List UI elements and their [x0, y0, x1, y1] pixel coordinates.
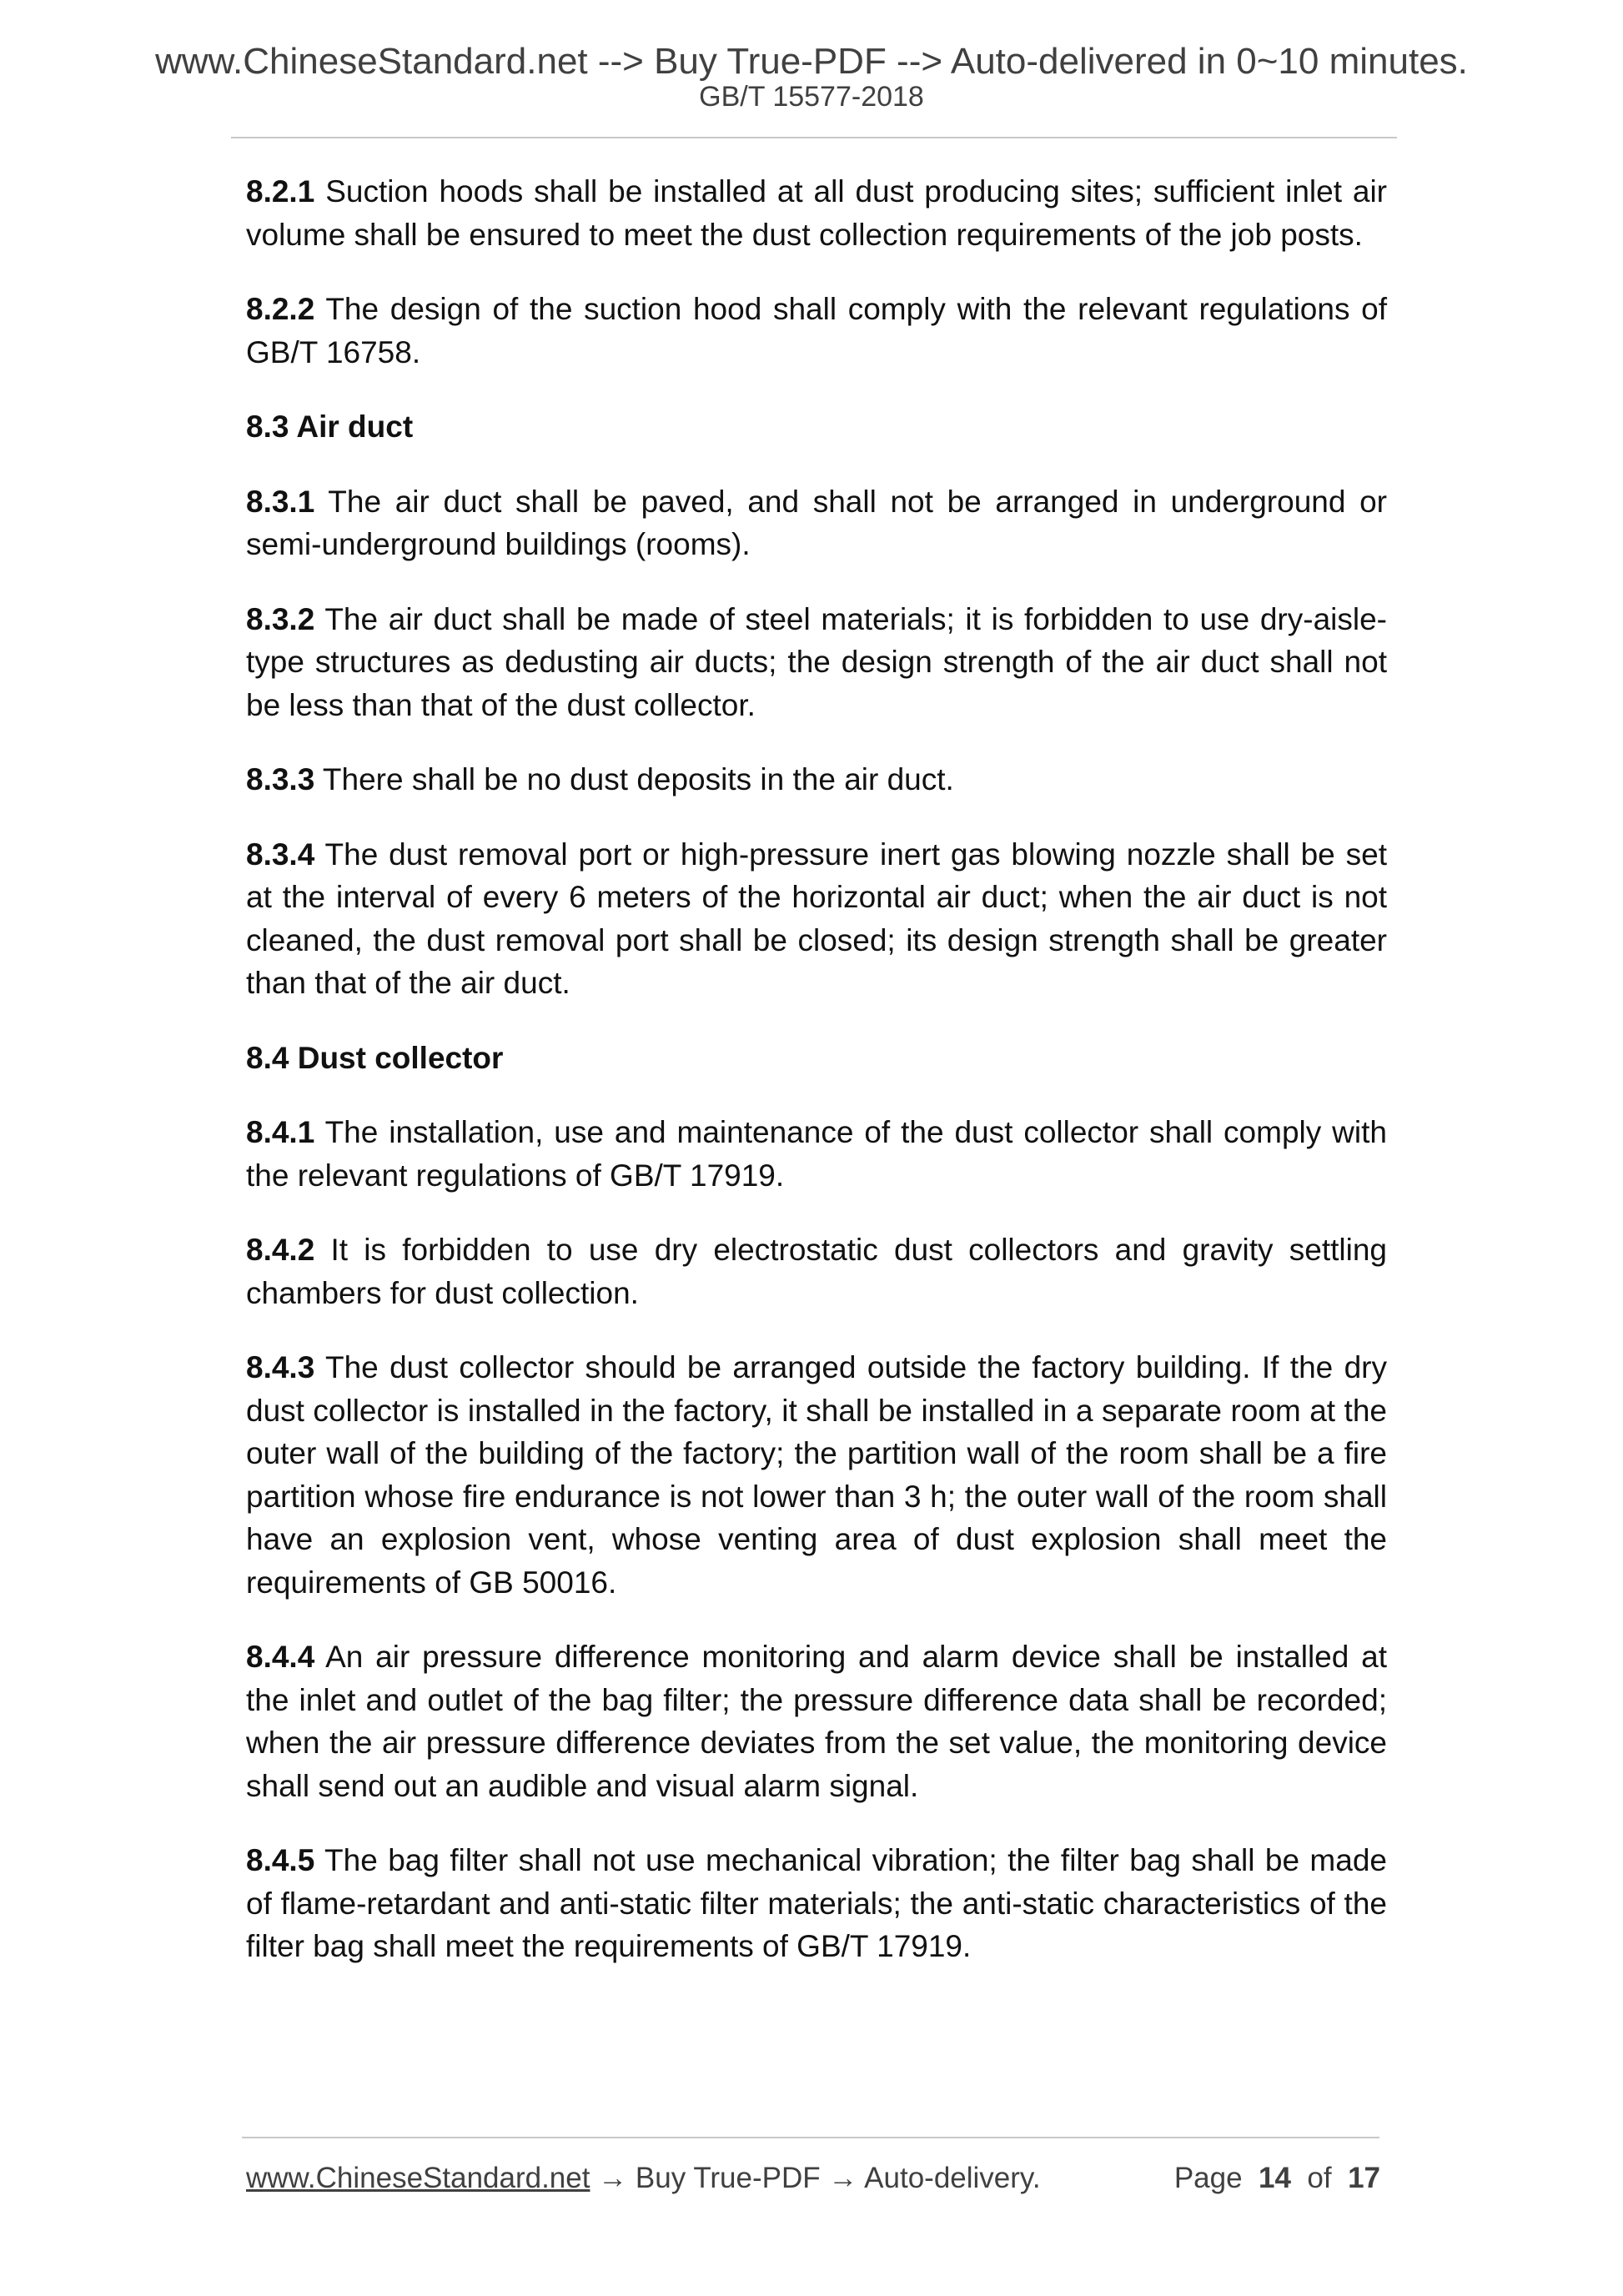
clause-8-3-3 [246, 758, 1387, 801]
footer-promo [246, 2162, 1041, 2195]
clause-text: The dust collector should be arranged outside the factory building. If the dry dust collector is installed in the factory, it shall be installed in a separate room at the outer wall of the building of the factory; the partition wall of the room shall be a fire partition whose fire endurance is not lower than 3 h; the outer wall of the room shall have an explosion vent, whose venting area of dust explosion shall meet the requirements of GB 50016. [246, 1350, 1387, 1600]
document-body [246, 170, 1387, 2000]
clause-8-3-1 [246, 480, 1387, 566]
page-number [1174, 2162, 1380, 2195]
standard-code: GB/T 15577-2018 [699, 81, 924, 113]
clause-number: 8.4.1 [246, 1115, 315, 1149]
footer-divider [242, 2137, 1379, 2138]
section-number: 8.4 [246, 1040, 289, 1075]
current-page: 14 [1259, 2162, 1291, 2194]
header-banner: www.ChineseStandard.net --> Buy True-PDF --> Auto-delivered in 0~10 minutes. [155, 41, 1468, 82]
page-label: Page [1173, 2162, 1243, 2194]
clause-number: 8.3.1 [246, 484, 315, 519]
clause-8-4-2 [246, 1228, 1387, 1314]
clause-number: 8.3.2 [246, 601, 315, 636]
total-pages: 17 [1348, 2162, 1380, 2194]
section-heading-8-4 [246, 1037, 1387, 1080]
clause-text: The bag filter shall not use mechanical vibration; the filter bag shall be made of flame-retardant and anti-static filter materials; the anti-static characteristics of the filter bag shall meet the requirements of GB/T 17919. [246, 1843, 1387, 1963]
clause-text: The design of the suction hood shall comply with the relevant regulations of GB/T 16758. [246, 292, 1387, 369]
clause-number: 8.3.3 [246, 762, 315, 796]
header-divider [231, 137, 1397, 138]
clause-number: 8.4.3 [246, 1350, 315, 1384]
clause-8-4-1 [246, 1111, 1387, 1197]
clause-8-3-4 [246, 833, 1387, 1005]
clause-8-4-4 [246, 1635, 1387, 1807]
of-label: of [1307, 2162, 1332, 2194]
clause-text: There shall be no dust deposits in the air duct. [322, 762, 954, 796]
clause-number: 8.2.2 [246, 292, 315, 326]
clause-number: 8.4.4 [246, 1640, 315, 1674]
clause-text: An air pressure difference monitoring and alarm device shall be installed at the inlet and outlet of the bag filter; the pressure difference data shall be recorded; when the air pressure difference deviates from the set value, the monitoring device shall send out an audible and visual alarm signal. [246, 1640, 1387, 1803]
clause-text: The installation, use and maintenance of the dust collector shall comply with the relevant regulations of GB/T 17919. [246, 1115, 1387, 1193]
footer-promo-text: → Buy True-PDF → Auto-delivery. [590, 2162, 1041, 2194]
clause-number: 8.2.1 [246, 174, 315, 208]
clause-text: Suction hoods shall be installed at all dust producing sites; sufficient inlet air volume shall be ensured to meet the dust collection requirements of the job posts. [246, 174, 1387, 252]
clause-text: It is forbidden to use dry electrostatic dust collectors and gravity settling chambers for dust collection. [246, 1233, 1388, 1310]
clause-8-4-3 [246, 1346, 1387, 1604]
clause-number: 8.4.2 [246, 1233, 315, 1267]
clause-text: The dust removal port or high-pressure inert gas blowing nozzle shall be set at the interval of every 6 meters of the horizontal air duct; when the air duct is not cleaned, the dust removal port shall be closed; its design strength shall be greater than that of the air duct. [246, 837, 1387, 1000]
clause-text: The air duct shall be made of steel materials; it is forbidden to use dry-aisle-type structures as dedusting air ducts; the design strength of the air duct shall not be less than that of the dust collector. [246, 601, 1387, 722]
clause-8-4-5 [246, 1839, 1387, 1968]
clause-number: 8.3.4 [246, 837, 315, 872]
section-title: Dust collector [297, 1040, 504, 1075]
clause-8-3-2 [246, 598, 1387, 727]
clause-8-2-1 [246, 170, 1387, 256]
clause-8-2-2 [246, 288, 1387, 374]
clause-number: 8.4.5 [246, 1843, 315, 1877]
clause-text: The air duct shall be paved, and shall not be arranged in underground or semi-underground buildings (rooms). [246, 484, 1387, 561]
section-heading-8-3 [246, 405, 1387, 449]
section-number: 8.3 [246, 409, 289, 444]
footer-website-link[interactable]: www.ChineseStandard.net [246, 2162, 590, 2194]
section-title: Air duct [296, 409, 414, 444]
